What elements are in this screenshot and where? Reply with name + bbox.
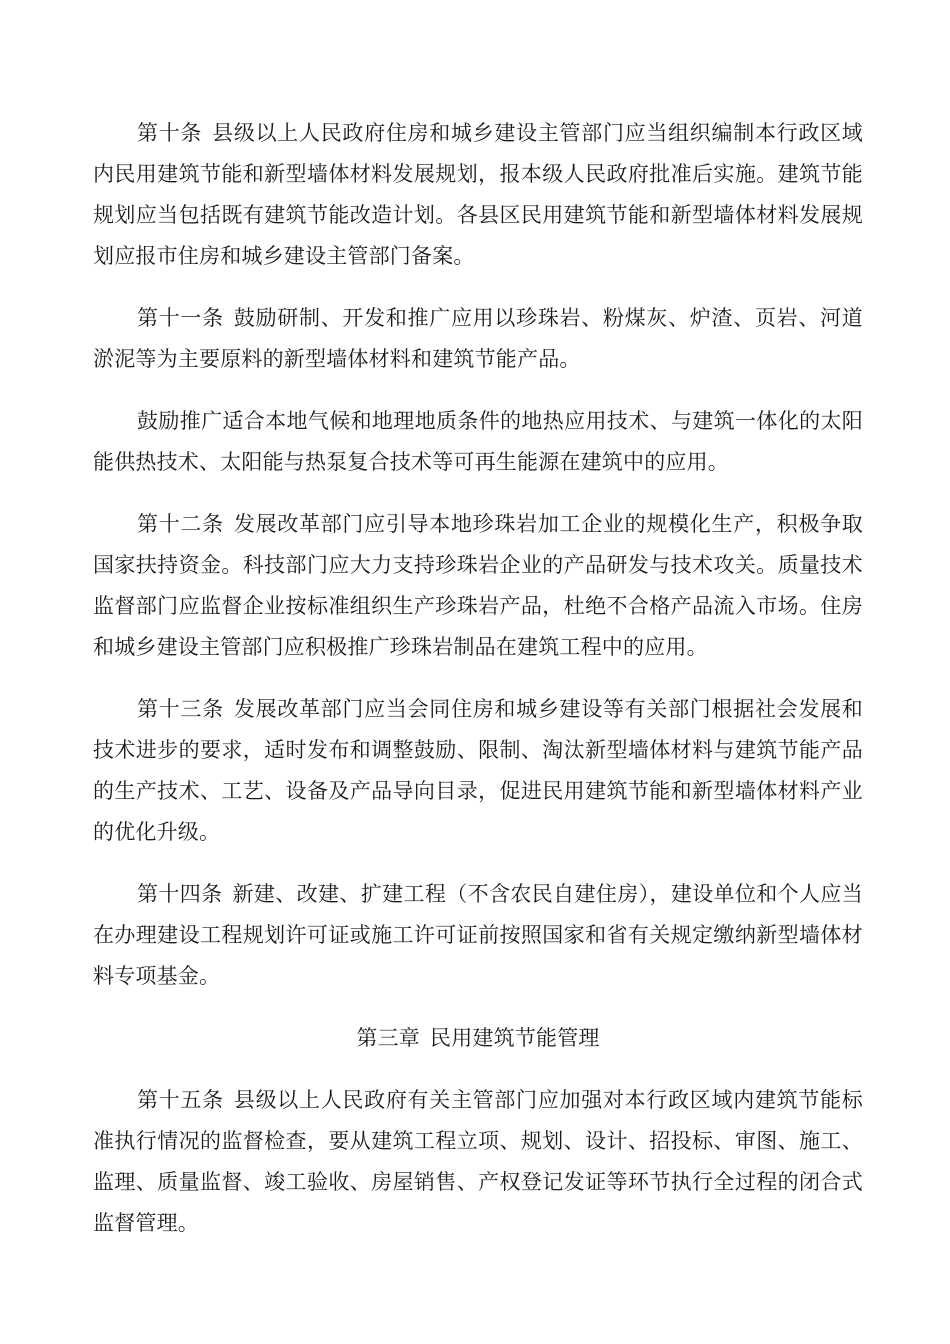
article-text: 鼓励推广适合本地气候和地理地质条件的地热应用技术、与建筑一体化的太阳能供热技术、太阳能与热泵复合技术等可再生能源在建筑中的应用。 (93, 409, 863, 474)
document-body (93, 113, 863, 1265)
article-heading: 第十一条 (137, 306, 224, 330)
article-13 (93, 689, 863, 853)
article-text: 鼓励研制、开发和推广应用以珍珠岩、粉煤灰、炉渣、页岩、河道淤泥等为主要原料的新型墙体材料和建筑节能产品。 (93, 306, 863, 371)
article-heading: 第十五条 (137, 1088, 224, 1112)
article-10 (93, 113, 863, 277)
article-text: 发展改革部门应当会同住房和城乡建设等有关部门根据社会发展和技术进步的要求，适时发布和调整鼓励、限制、淘汰新型墙体材料与建筑节能产品的生产技术、工艺、设备及产品导向目录，促进民用建筑节能和新型墙体材料产业的优化升级。 (93, 697, 863, 844)
article-text: 县级以上人民政府住房和城乡建设主管部门应当组织编制本行政区域内民用建筑节能和新型墙体材料发展规划，报本级人民政府批准后实施。建筑节能规划应当包括既有建筑节能改造计划。各县区民用建筑节能和新型墙体材料发展规划应报市住房和城乡建设主管部门备案。 (93, 121, 863, 268)
article-heading: 第十四条 (137, 882, 223, 906)
article-15 (93, 1080, 863, 1244)
chapter-title: 民用建筑节能管理 (430, 1026, 600, 1050)
article-heading: 第十三条 (137, 697, 224, 721)
chapter-heading (93, 1018, 863, 1059)
article-text: 新建、改建、扩建工程（不含农民自建住房），建设单位和个人应当在办理建设工程规划许可证或施工许可证前按照国家和省有关规定缴纳新型墙体材料专项基金。 (93, 882, 863, 988)
article-text: 县级以上人民政府有关主管部门应加强对本行政区域内建筑节能标准执行情况的监督检查，要从建筑工程立项、规划、设计、招投标、审图、施工、监理、质量监督、竣工验收、房屋销售、产权登记发证等环节执行全过程的闭合式监督管理。 (93, 1088, 863, 1235)
article-text: 发展改革部门应引导本地珍珠岩加工企业的规模化生产，积极争取国家扶持资金。科技部门应大力支持珍珠岩企业的产品研发与技术攻关。质量技术监督部门应监督企业按标准组织生产珍珠岩产品，杜绝不合格产品流入市场。住房和城乡建设主管部门应积极推广珍珠岩制品在建筑工程中的应用。 (93, 512, 863, 659)
article-14 (93, 874, 863, 997)
article-11 (93, 298, 863, 380)
article-11-paragraph-2 (93, 401, 863, 483)
article-12 (93, 504, 863, 668)
chapter-number: 第三章 (356, 1026, 420, 1050)
article-heading: 第十条 (137, 121, 203, 145)
article-heading: 第十二条 (137, 512, 224, 536)
